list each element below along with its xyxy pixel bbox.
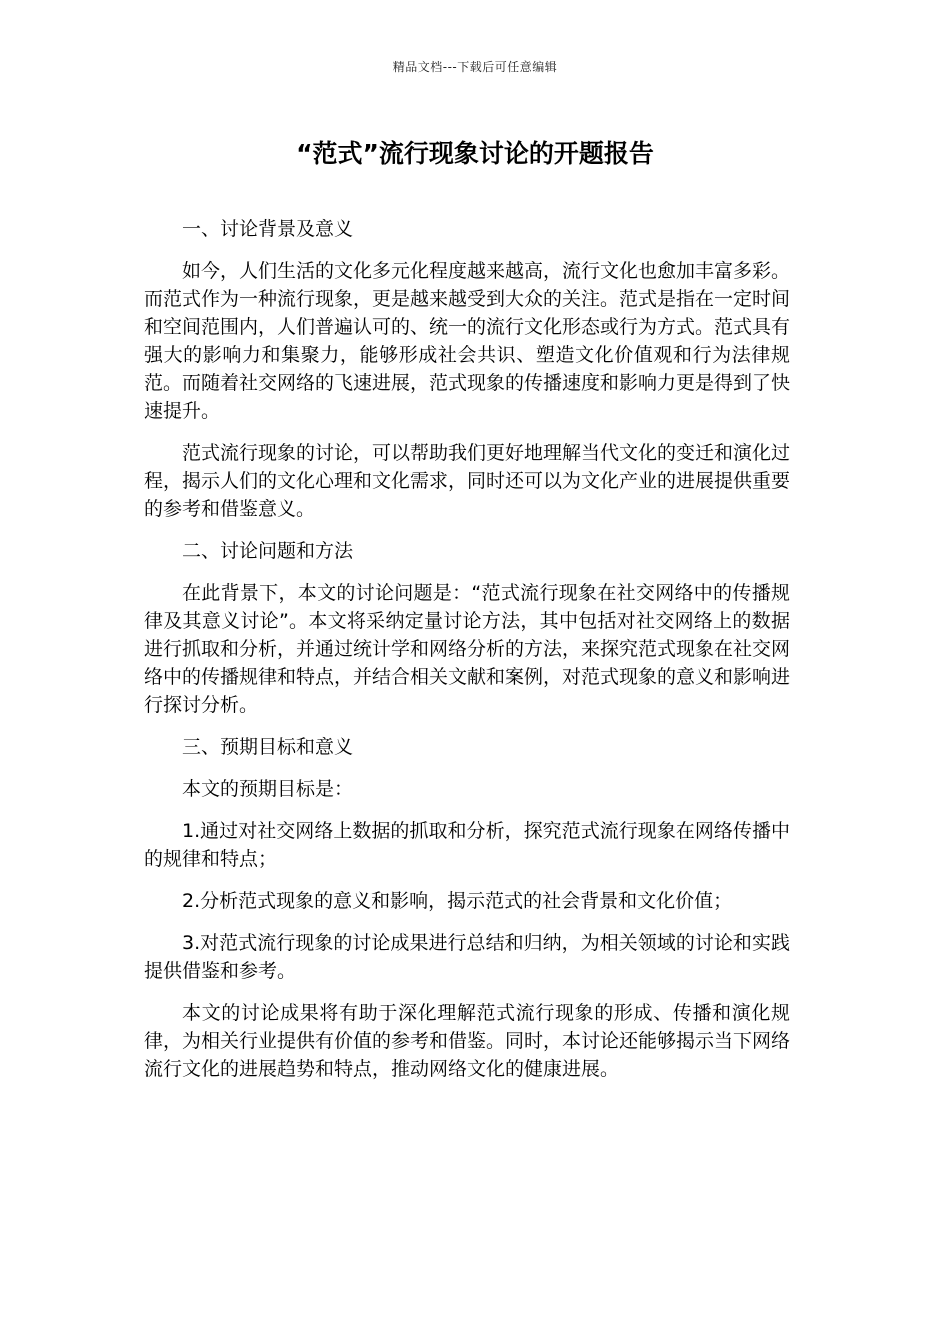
goal-item-3: 3.对范式流行现象的讨论成果进行总结和归纳，为相关领域的讨论和实践提供借鉴和参考。 [144, 932, 790, 982]
paragraph: 本文的预期目标是： [182, 778, 354, 800]
header-note: 精品文档---下载后可任意编辑 [392, 60, 558, 74]
section-heading-background: 一、讨论背景及意义 [182, 218, 354, 240]
document-title: “范式”流行现象讨论的开题报告 [296, 139, 654, 168]
section-heading-goals: 三、预期目标和意义 [182, 736, 354, 758]
paragraph: 本文的讨论成果将有助于深化理解范式流行现象的形成、传播和演化规律，为相关行业提供有价值的参考和借鉴。同时，本讨论还能够揭示当下网络流行文化的进展趋势和特点，推动网络文化的健康进展。 [144, 1002, 791, 1080]
paragraph: 如今，人们生活的文化多元化程度越来越高，流行文化也愈加丰富多彩。而范式作为一种流行现象，更是越来越受到大众的关注。范式是指在一定时间和空间范围内，人们普遍认可的、统一的流行文化形态或行为方式。范式具有强大的影响力和集聚力，能够形成社会共识、塑造文化价值观和行为法律规范。而随着社交网络的飞速进展，范式现象的传播速度和影响力更是得到了快速提升。 [144, 260, 791, 422]
goal-item-2: 2.分析范式现象的意义和影响，揭示范式的社会背景和文化价值； [182, 890, 733, 912]
document-body [144, 215, 790, 1097]
goal-item-1: 1.通过对社交网络上数据的抓取和分析，探究范式流行现象在网络传播中的规律和特点； [144, 820, 790, 870]
section-heading-methods: 二、讨论问题和方法 [182, 540, 354, 562]
paragraph: 范式流行现象的讨论，可以帮助我们更好地理解当代文化的变迁和演化过程，揭示人们的文化心理和文化需求，同时还可以为文化产业的进展提供重要的参考和借鉴意义。 [144, 442, 791, 520]
paragraph: 在此背景下，本文的讨论问题是：“范式流行现象在社交网络中的传播规律及其意义讨论”。本文将采纳定量讨论方法，其中包括对社交网络上的数据进行抓取和分析，并通过统计学和网络分析的方法，来探究范式现象在社交网络中的传播规律和特点，并结合相关文献和案例，对范式现象的意义和影响进行探讨分析。 [144, 582, 791, 716]
